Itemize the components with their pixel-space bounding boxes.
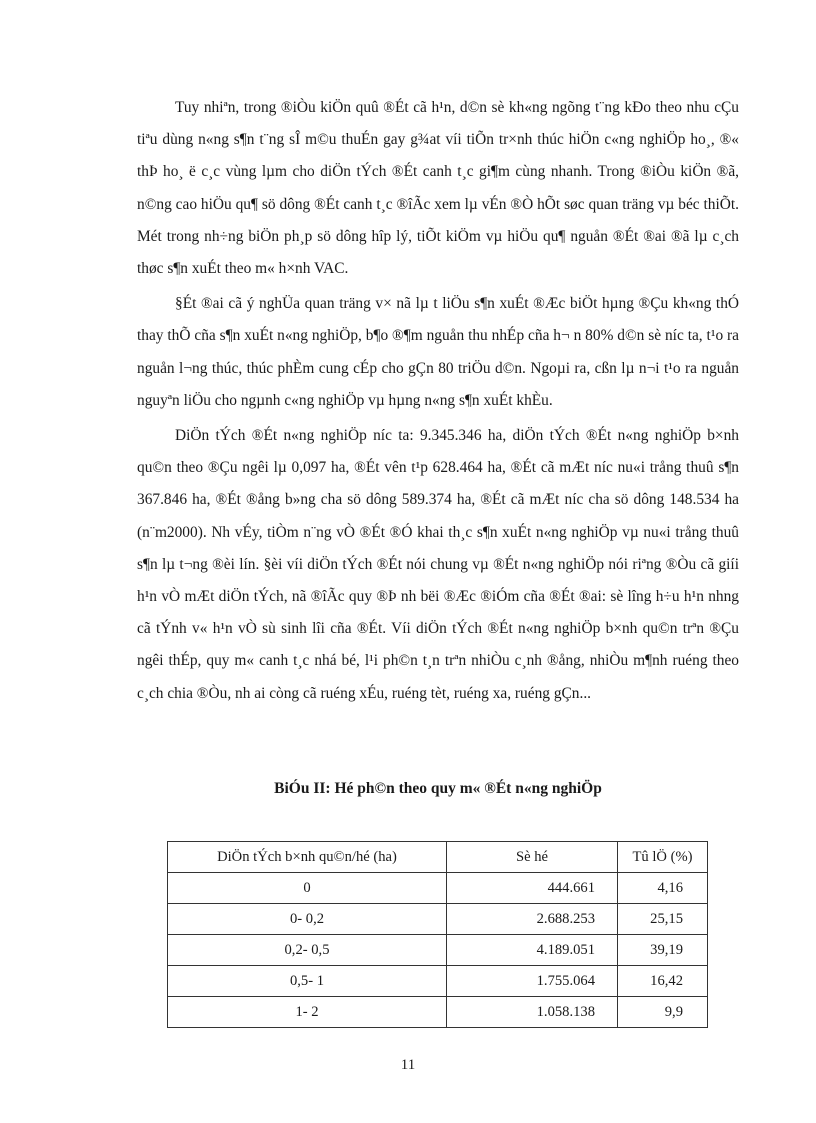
cell-households: 1.755.064: [447, 966, 618, 997]
paragraph-3: DiÖn tÝch ®Ét n«ng nghiÖp níc ta: 9.345.346 ha, diÖn tÝch ®Ét n«ng nghiÖp b×nh qu©n theo ®Çu ngêi lµ 0,097 ha, ®Ét vên t¹p 628.464 ha, ®Ét cã mÆt níc nu«i trång thuû s¶n 367.846 ha, ®Ét ®ång b»ng cha sö dông 589.374 ha, ®Ét cã mÆt níc cha sö dông 148.534 ha (n¨m2000). Nh vÉy, tiÒm n¨ng vÒ ®Ét ®Ó khai th¸c s¶n xuÉt n«ng nghiÖp vµ nu«i trång thuû s¶n lµ t¬ng ®èi lín. §èi víi diÖn tÝch ®Ét nói chung vµ ®Ét n«ng nghiÖp nói riªng ®Òu cã giíi h¹n vÒ mÆt diÖn tÝch, nã ®îÃc quy ®Þ nh bëi ®Æc ®iÓm cña ®Ét ®ai: sè lîng h÷u h¹n nhng cã tÝnh v« h¹n vÒ sù sinh lîi cña ®Ét. Víi diÖn tÝch ®Ét n«ng nghiÖp b×nh qu©n trªn ®Çu ngêi thÉp, quy m« canh t¸c nhá bé, l¹i ph©n t¸n trªn nhiÒu c¸nh ®ång, nhiÒu m¶nh ruéng theo c¸ch chia ®Òu, nh ai còng cã ruéng xÉu, ruéng tèt, ruéng xa, ruéng gÇn...: [137, 427, 739, 702]
table-row: [168, 873, 708, 904]
cell-percent: 9,9: [618, 997, 708, 1028]
cell-area: 1- 2: [168, 997, 447, 1028]
cell-households: 444.661: [447, 873, 618, 904]
table-row: [168, 935, 708, 966]
table-header-row: [168, 842, 708, 873]
cell-percent: 4,16: [618, 873, 708, 904]
cell-households: 2.688.253: [447, 904, 618, 935]
header-area: DiÖn tÝch b×nh qu©n/hé (ha): [168, 842, 447, 873]
paragraph-2: §Ét ®ai cã ý nghÜa quan träng v× nã lµ t liÖu s¶n xuÉt ®Æc biÖt hµng ®Çu kh«ng thÓ thay thÕ cña s¶n xuÉt n«ng nghiÖp, b¶o ®¶m nguån thu nhÉp cña h¬ n 80% d©n sè níc ta, t¹o ra nguån l¬ng thúc, thúc phÈm cung cÉp cho gÇn 80 triÖu d©n. Ngoµi ra, cßn lµ n¬i t¹o ra nguån nguyªn liÖu cho ngµnh c«ng nghiÖp vµ hµng n«ng s¶n xuÉt khÈu.: [137, 295, 739, 409]
header-households: Sè hé: [447, 842, 618, 873]
cell-percent: 16,42: [618, 966, 708, 997]
cell-households: 1.058.138: [447, 997, 618, 1028]
cell-area: 0- 0,2: [168, 904, 447, 935]
cell-area: 0,2- 0,5: [168, 935, 447, 966]
cell-percent: 25,15: [618, 904, 708, 935]
body-text: [137, 92, 739, 713]
cell-area: 0,5- 1: [168, 966, 447, 997]
paragraph-1: Tuy nhiªn, trong ®iÒu kiÖn quû ®Ét cã h¹n, d©n sè kh«ng ngõng t¨ng kÐo theo nhu cÇu tiªu dùng n«ng s¶n t¨ng sÎ m©u thuÉn gay g¾at víi tiÕn tr×nh thúc hiÖn c«ng nghiÖp ho¸, ®« thÞ ho¸ ë c¸c vùng lµm cho diÖn tÝch ®Ét canh t¸c gi¶m cùng nhanh. Trong ®iÒu kiÖn ®ã, n©ng cao hiÖu qu¶ sö dông ®Ét canh t¸c ®îÃc xem lµ vÉn ®Ò hÕt søc quan träng vµ béc thiÕt. Mét trong nh÷ng biÖn ph¸p sö dông hîp lý, tiÕt kiÖm vµ hiÖu qu¶ nguån ®Ét ®ai ®ã lµ c¸ch thøc s¶n xuÉt theo m« h×nh VAC.: [137, 99, 739, 278]
page-number: 11: [400, 1057, 416, 1073]
table-caption: BiÓu II: Hé ph©n theo quy m« ®Ét n«ng nghiÖp: [274, 780, 602, 797]
table-row: [168, 904, 708, 935]
cell-households: 4.189.051: [447, 935, 618, 966]
farm-size-table: [167, 841, 708, 1028]
cell-area: 0: [168, 873, 447, 904]
table-row: [168, 966, 708, 997]
header-percent: Tû lÖ (%): [618, 842, 708, 873]
table-row: [168, 997, 708, 1028]
cell-percent: 39,19: [618, 935, 708, 966]
